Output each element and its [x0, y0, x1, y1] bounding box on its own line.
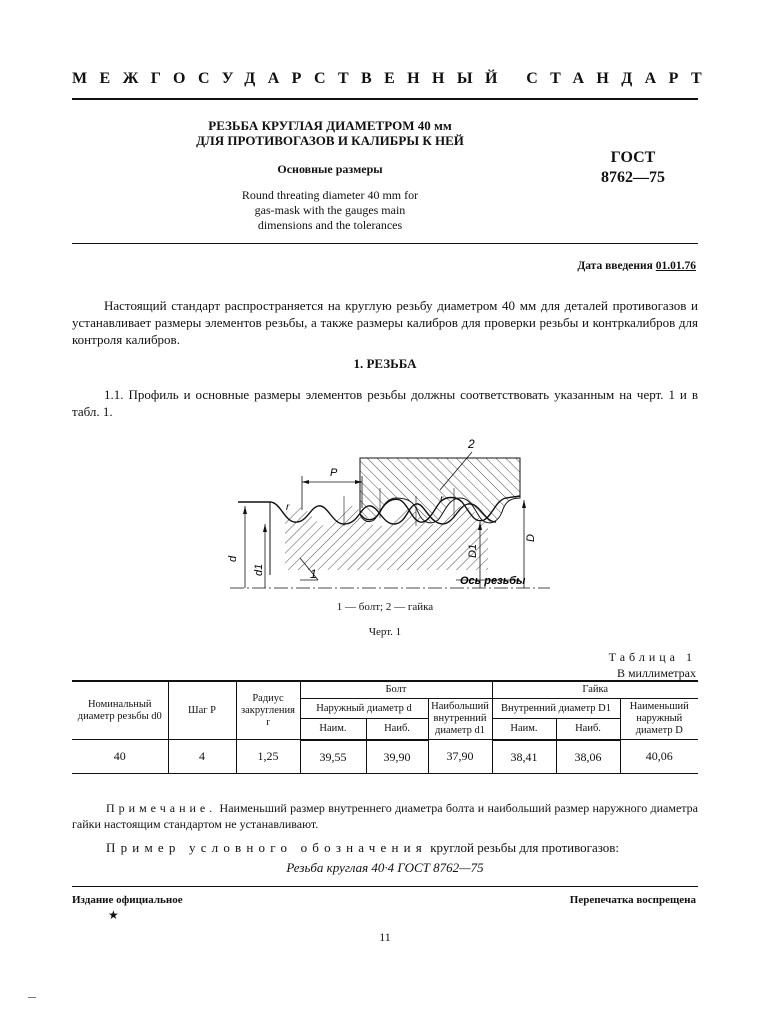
example-designation: Резьба круглая 40·4 ГОСТ 8762—75	[286, 860, 484, 875]
note-paragraph	[72, 800, 698, 832]
bolt-label: 1	[310, 567, 317, 581]
standard-type-header: МЕЖГОСУДАРСТВЕННЫЙ СТАНДАРТ	[72, 70, 715, 87]
margin-mark	[28, 997, 36, 998]
example-text: круглой резьбы для противогазов:	[430, 840, 620, 855]
date-label: Дата введения	[577, 260, 653, 272]
table-units: В миллиметрах	[616, 666, 696, 680]
example-label: Пример условного обозначения	[106, 840, 427, 855]
intro-paragraph: Настоящий стандарт распространяется на круглую резьбу диаметром 40 мм для деталей противогазов и устанавливает размеры элементов резьбы, а также размеры калибров для проверки резьбы и контркалибров для контроля калибров.	[72, 298, 698, 347]
cell-D1-min: 38,41	[492, 740, 556, 774]
D-label: D	[525, 534, 537, 542]
drawing-legend: 1 — болт; 2 — гайка	[336, 601, 434, 613]
reprint-prohibited: Перепечатка воспрещена	[569, 894, 696, 906]
header-radius: Радиус закругления r	[236, 681, 300, 740]
cell-radius: 1,25	[236, 740, 300, 774]
title-line-1: РЕЗЬБА КРУГЛАЯ ДИАМЕТРОМ 40 мм	[208, 118, 452, 133]
header-pitch: Шаг P	[168, 681, 236, 740]
cell-D-min: 40,06	[620, 740, 698, 774]
cell-nominal: 40	[72, 740, 168, 774]
radius-label-right: r	[440, 494, 444, 505]
title-line-2: ДЛЯ ПРОТИВОГАЗОВ И КАЛИБРЫ К НЕЙ	[196, 133, 464, 148]
gost-label: ГОСТ	[610, 149, 656, 166]
table-caption: Таблица 1	[608, 650, 696, 664]
document-subtitle: Основные размеры	[277, 162, 383, 176]
cell-d-max: 39,90	[366, 740, 428, 774]
header-inner-D1: Внутренний диаметр D1	[492, 699, 620, 719]
header-D1-max: Наиб.	[556, 719, 620, 740]
title-block-rule	[72, 243, 698, 244]
pitch-label: P	[330, 467, 338, 479]
nut-label: 2	[468, 437, 475, 451]
official-edition: Издание официальное	[72, 894, 183, 906]
drawing-caption: Черт. 1	[368, 626, 402, 638]
example-paragraph	[72, 840, 698, 856]
date-value: 01.01.76	[655, 260, 696, 272]
gost-designation	[588, 148, 678, 188]
footer-rule	[72, 886, 698, 887]
english-title-line-1: Round threating diameter 40 mm for	[241, 188, 419, 202]
document-title	[130, 118, 530, 148]
introduction-date	[577, 260, 696, 272]
D1-label: D1	[467, 543, 479, 558]
cell-D1-max: 38,06	[556, 740, 620, 774]
header-nut: Гайка	[492, 681, 698, 699]
header-rule	[72, 98, 698, 100]
english-title-line-2: gas-mask with the gauges main	[254, 203, 406, 217]
note-label: Примечание.	[106, 801, 217, 815]
axis-label: Ось резьбы	[460, 575, 526, 587]
d-label: d	[227, 555, 239, 562]
thread-dimensions-table	[72, 680, 698, 774]
english-title-line-3: dimensions and the tolerances	[257, 218, 403, 232]
cell-d1-max: 37,90	[428, 740, 492, 774]
header-bolt: Болт	[300, 681, 492, 699]
english-title	[170, 188, 490, 233]
header-max-inner-d1: Наибольший внутренний диаметр d1	[428, 699, 492, 740]
header-d-max: Наиб.	[366, 719, 428, 740]
bolt-section	[285, 506, 488, 570]
header-outer-d: Наружный диаметр d	[300, 699, 428, 719]
thread-profile-drawing	[210, 430, 560, 600]
clause-1-1: 1.1. Профиль и основные размеры элементов резьбы должны соответствовать указанным на черт. 1 и в табл. 1.	[72, 387, 698, 419]
cell-d-min: 39,55	[300, 740, 366, 774]
table-row	[72, 740, 698, 774]
cell-pitch: 4	[168, 740, 236, 774]
note-text: Наименьший размер внутреннего диаметра болта и наибольший размер наружного диаметра гайки настоящим стандартом не устанавливают.	[72, 801, 699, 831]
star-icon: ★	[108, 908, 119, 922]
page-number: 11	[379, 930, 391, 944]
header-D1-min: Наим.	[492, 719, 556, 740]
gost-number: 8762—75	[601, 169, 665, 186]
header-nominal: Номинальный диаметр резьбы d0	[72, 681, 168, 740]
header-d-min: Наим.	[300, 719, 366, 740]
nut-section	[360, 458, 520, 523]
d1-label: d1	[253, 563, 265, 576]
header-min-outer-D: Наименьший наружный диаметр D	[620, 699, 698, 740]
section-heading: 1. РЕЗЬБА	[353, 356, 417, 371]
radius-label-left: r	[286, 502, 290, 513]
